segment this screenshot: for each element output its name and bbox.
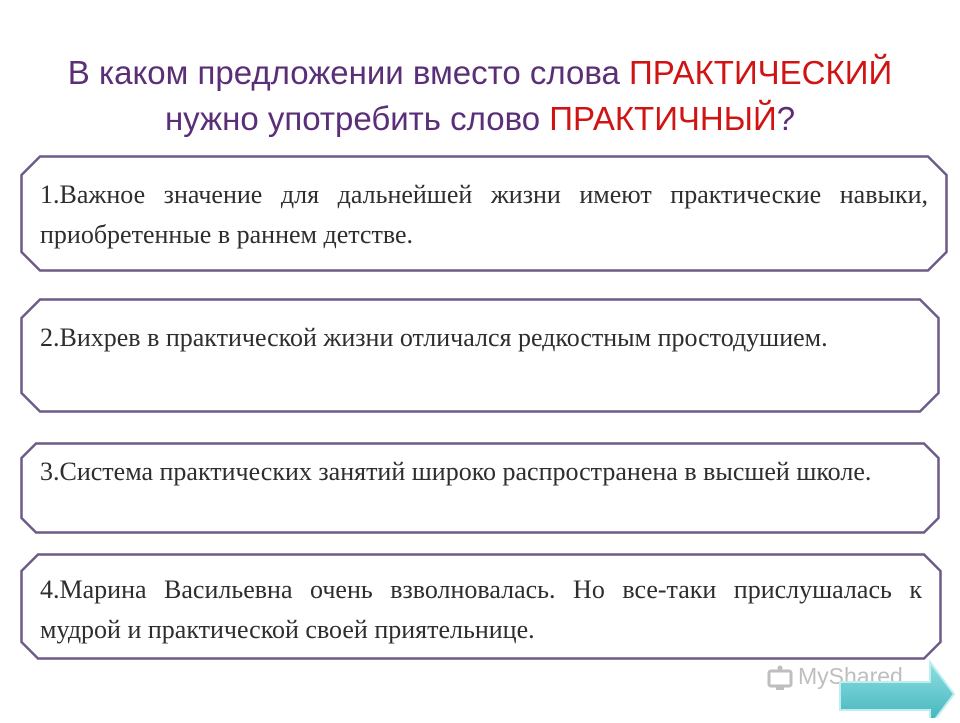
option-text-4: 4.Марина Васильевна очень взволновалась. Но все-таки прислушалась к мудрой и практической своей приятельнице. (40, 575, 922, 644)
question-mark: ? (776, 100, 796, 137)
option-card-2[interactable] (20, 298, 940, 413)
option-text-3: 3.Система практических занятий широко распространена в высшей школе. (40, 457, 872, 486)
arrow-right-icon (838, 660, 956, 718)
option-card-1[interactable] (20, 155, 948, 272)
option-text-2: 2.Вихрев в практической жизни отличался редкостным простодушием. (40, 323, 828, 352)
watermark-text: MyShared (798, 663, 903, 689)
question-text-part1: В каком предложении вместо слова (67, 54, 630, 91)
option-text-1: 1.Важное значение для дальнейшей жизни имеют практические навыки, приобретенные в раннем детстве. (40, 180, 928, 249)
question-text-part2: нужно употребить слово (164, 100, 550, 137)
highlight-word-practicable: ПРАКТИЧНЫЙ (549, 100, 777, 137)
highlight-word-practical: ПРАКТИЧЕСКИЙ (629, 54, 893, 91)
option-card-3[interactable] (20, 442, 940, 534)
question-title (0, 50, 960, 142)
option-card-4[interactable] (20, 553, 942, 660)
myshared-logo-icon (766, 664, 794, 692)
next-slide-button[interactable] (838, 660, 956, 718)
